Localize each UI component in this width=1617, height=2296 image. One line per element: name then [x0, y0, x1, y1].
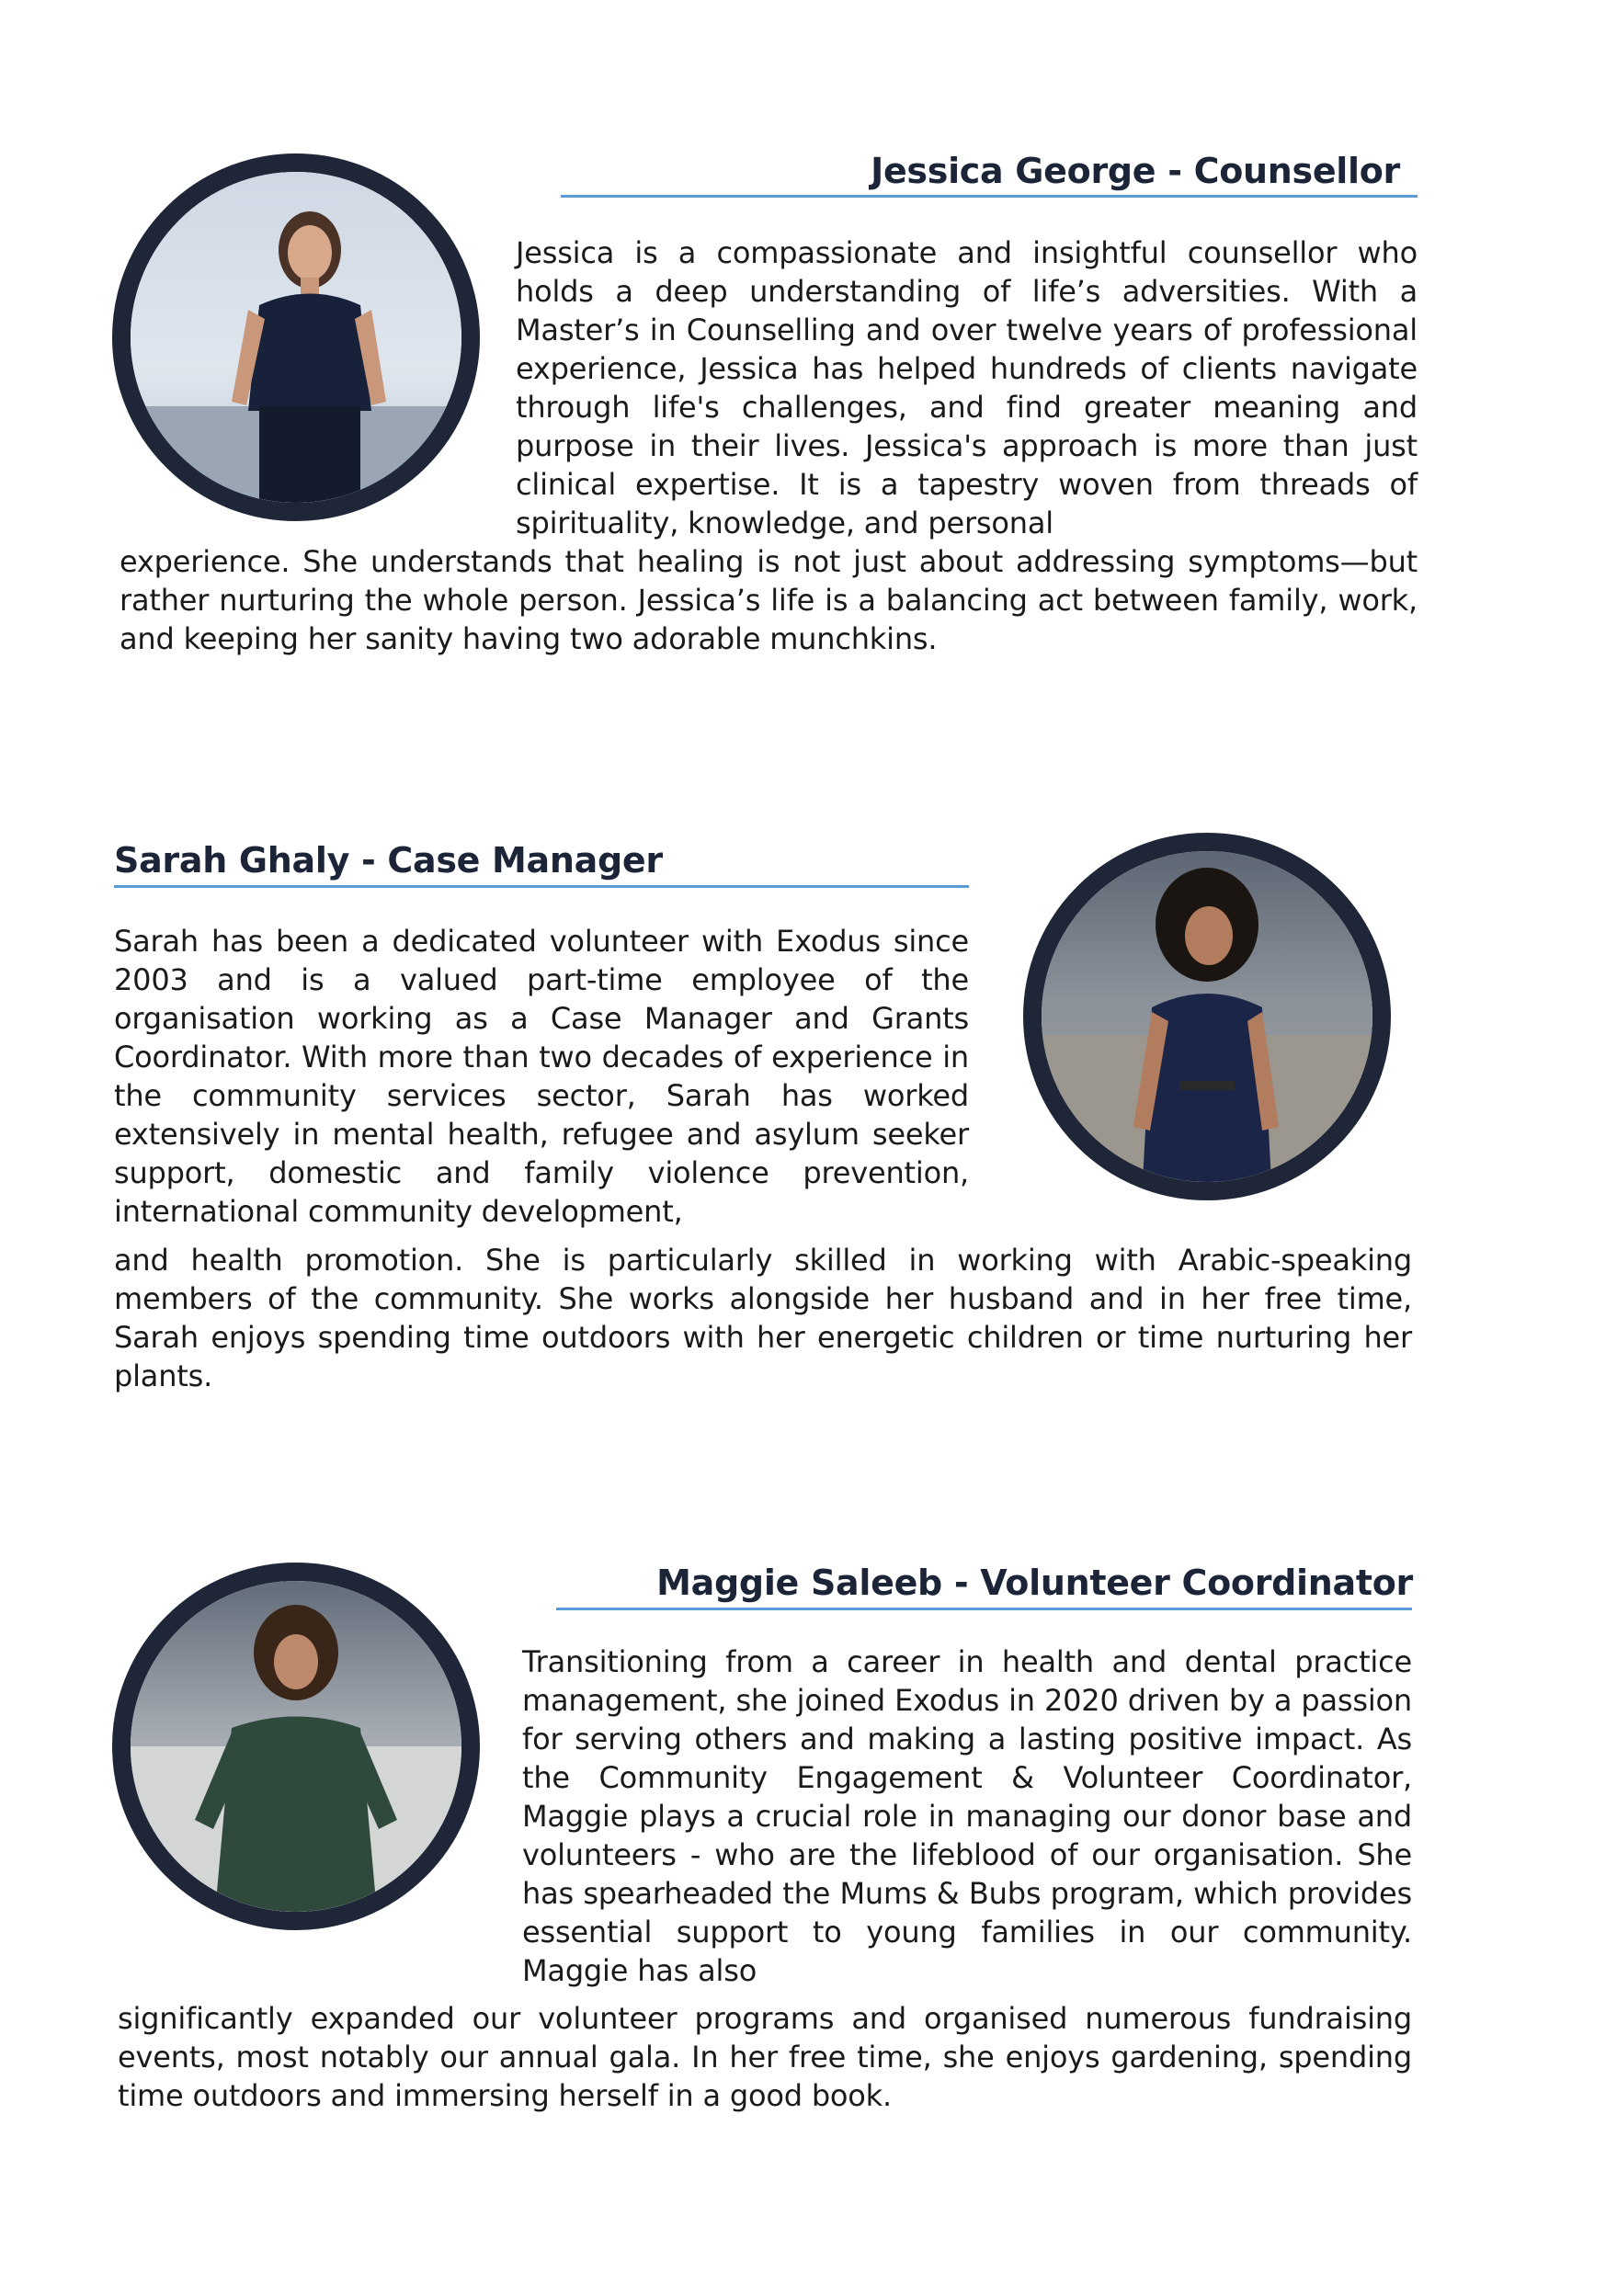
profile-photo: [112, 1563, 480, 1930]
portrait-image: [131, 1581, 461, 1912]
profile-photo: [112, 153, 480, 521]
portrait-image: [1042, 851, 1372, 1182]
profile-bio-top: Jessica is a compassionate and insightful counsellor who holds a deep understanding of life’s adversities. With a Master’s in Counselling and over twelve years of professional experience, Jessica has helped hundreds of clients navigate through life's challenges, and find greater meaning and purpose in their lives. Jessica's approach is more than just clinical expertise. It is a tapestry woven from threads of spirituality, knowledge, and personal: [516, 235, 1418, 540]
profile-photo: [1023, 833, 1391, 1200]
profile-title: Maggie Saleeb - Volunteer Coordinator: [656, 1563, 1413, 1603]
profile-bio-bottom: significantly expanded our volunteer programs and organised numerous fundraising events, most notably our annual gala. In her free time, she enjoys gardening, spending time outdoors and immersing herself in a good book.: [118, 2001, 1412, 2113]
profile-bio-bottom: and health promotion. She is particularly skilled in working with Arabic-speaking members of the community. She works alongside her husband and in her free time, Sarah enjoys spending time outdoors with her energetic children or time nurturing her plants.: [114, 1243, 1412, 1393]
profile-bio-bottom: experience. She understands that healing is not just about addressing symptoms—but rather nurturing the whole person. Jessica’s life is a balancing act between family, work, and keeping her sanity having two adorable munchkins.: [120, 544, 1418, 656]
profile-bio-top: Transitioning from a career in health and dental practice management, she joined Exodus in 2020 driven by a passion for serving others and making a lasting positive impact. As the Community Engagement & Volunteer Coordinator, Maggie plays a crucial role in managing our donor base and volunteers - who are the lifeblood of our organisation. She has spearheaded the Mums & Bubs program, which provides essential support to young families in our community. Maggie has also: [522, 1644, 1412, 1988]
title-underline: [561, 195, 1418, 198]
title-underline: [556, 1608, 1412, 1610]
profile-title: Jessica George - Counsellor: [871, 151, 1400, 191]
profile-title: Sarah Ghaly - Case Manager: [114, 840, 663, 881]
portrait-image: [131, 172, 461, 503]
title-underline: [114, 885, 969, 888]
profile-bio-top: Sarah has been a dedicated volunteer with Exodus since 2003 and is a valued part-time employee of the organisation working as a Case Manager and Grants Coordinator. With more than two decades of experience in the community services sector, Sarah has worked extensively in mental health, refugee and asylum seeker support, domestic and family violence prevention, international community development,: [114, 924, 969, 1229]
